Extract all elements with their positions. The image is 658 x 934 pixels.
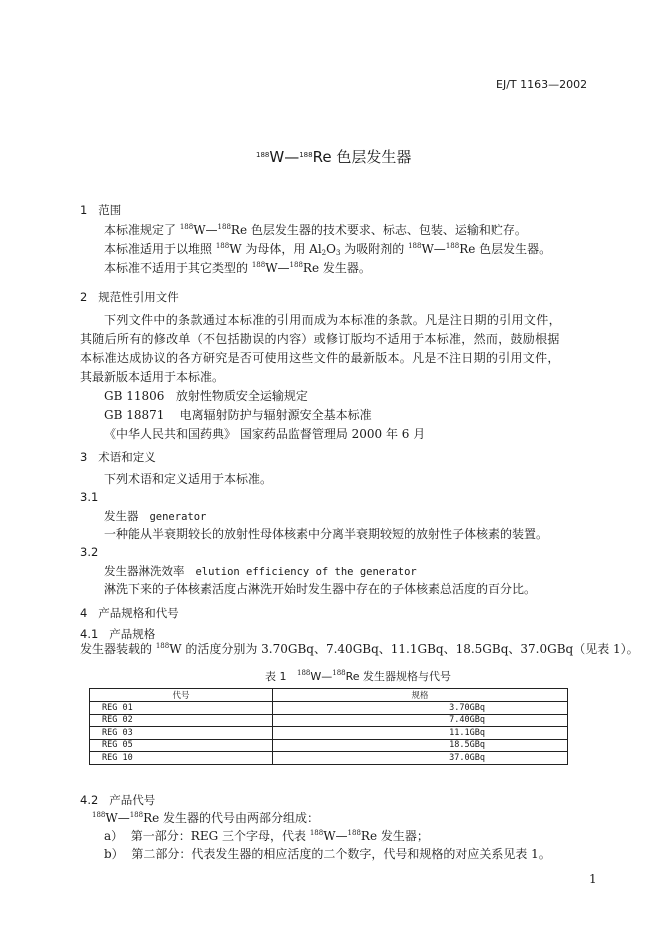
s41-para: 发生器装载的 $^{188}$W 的活度分别为 3.70GBq、7.40GBq、11.1GBq、18.5GBq、37.0GBq（见表 1）。: [80, 642, 639, 656]
s1-para-3: 本标准不适用于其它类型的 $^{188}$W—$^{188}$Re 发生器。: [104, 261, 371, 275]
table-row: [90, 752, 568, 765]
ref-gb18871: GB 18871 电离辐射防护与辐射源安全基本标准: [104, 408, 372, 422]
s1-para-1: 本标准规定了 $^{188}$W—$^{188}$Re 色层发生器的技术要求、标志、包装、运输和贮存。: [104, 223, 527, 237]
s2-line-4: 其最新版本适用于本标准。: [80, 370, 225, 384]
section-2-heading: 2 规范性引用文件: [80, 290, 179, 304]
s2-line-3: 本标准达成协议的各方研究是否可使用这些文件的最新版本。凡是不注日期的引用文件，: [80, 351, 560, 365]
cell-spec: 7.40GBq: [273, 714, 568, 727]
cell-code: REG 02: [90, 714, 273, 727]
def-elution-efficiency: 淋洗下来的子体核素活度占淋洗开始时发生器中存在的子体核素总活度的百分比。: [104, 582, 537, 596]
table-row: [90, 714, 568, 727]
table-row: [90, 739, 568, 752]
spec-table: [89, 688, 568, 765]
term-generator: 发生器 generator: [104, 509, 207, 523]
table-header-row: [90, 689, 568, 702]
s42-item-a: a） 第一部分：REG 三个字母，代表 $^{188}$W—$^{188}$Re 发生器；: [104, 829, 429, 843]
s3-intro: 下列术语和定义适用于本标准。: [104, 472, 273, 486]
section-4-1-heading: 4.1 产品规格: [80, 627, 156, 641]
cell-code: REG 01: [90, 702, 273, 715]
s42-para: $^{188}$W—$^{188}$Re 发生器的代号由两部分组成：: [92, 811, 320, 825]
s1-para-2: 本标准适用于以堆照 $^{188}$W 为母体，用 $Al_2O_3$ 为吸附剂的 $^{188}$W—$^{188}$Re 色层发生器。: [104, 242, 552, 257]
term-elution-efficiency: 发生器淋洗效率 elution efficiency of the generator: [104, 564, 417, 578]
table-caption: 表 1 $^{188}$W—$^{188}$Re 发生器规格与代号: [265, 669, 452, 683]
s2-line-2: 其随后所有的修改单（不包括勘误的内容）或修订版均不适用于本标准，然而，鼓励根据: [80, 332, 560, 346]
ref-gb11806: GB 11806 放射性物质安全运输规定: [104, 389, 308, 403]
cell-code: REG 05: [90, 739, 273, 752]
header-spec: 规格: [273, 689, 568, 702]
cell-spec: 37.0GBq: [273, 752, 568, 765]
section-4-heading: 4 产品规格和代号: [80, 606, 179, 620]
cell-spec: 3.70GBq: [273, 702, 568, 715]
table-row: [90, 727, 568, 740]
page-title: $^{188}$W—$^{188}$Re 色层发生器: [256, 148, 412, 166]
cell-code: REG 03: [90, 727, 273, 740]
table-row: [90, 702, 568, 715]
cell-code: REG 10: [90, 752, 273, 765]
header-code: 代号: [90, 689, 273, 702]
clause-3-2: 3.2: [80, 545, 99, 559]
cell-spec: 11.1GBq: [273, 727, 568, 740]
s2-line-1: 下列文件中的条款通过本标准的引用而成为本标准的条款。凡是注日期的引用文件，: [104, 313, 561, 327]
document-code: EJ/T 1163—2002: [496, 78, 588, 91]
cell-spec: 18.5GBq: [273, 739, 568, 752]
clause-3-1: 3.1: [80, 490, 99, 504]
def-generator: 一种能从半衰期较长的放射性母体核素中分离半衰期较短的放射性子体核素的装置。: [104, 527, 549, 541]
section-4-2-heading: 4.2 产品代号: [80, 793, 156, 807]
section-1-heading: 1 范围: [80, 203, 122, 217]
s42-item-b: b） 第二部分：代表发生器的相应活度的二个数字，代号和规格的对应关系见表 1。: [104, 847, 551, 861]
page-number: 1: [589, 872, 597, 886]
ref-pharmacopoeia: 《中华人民共和国药典》 国家药品监督管理局 2000 年 6 月: [104, 427, 426, 441]
section-3-heading: 3 术语和定义: [80, 450, 156, 464]
